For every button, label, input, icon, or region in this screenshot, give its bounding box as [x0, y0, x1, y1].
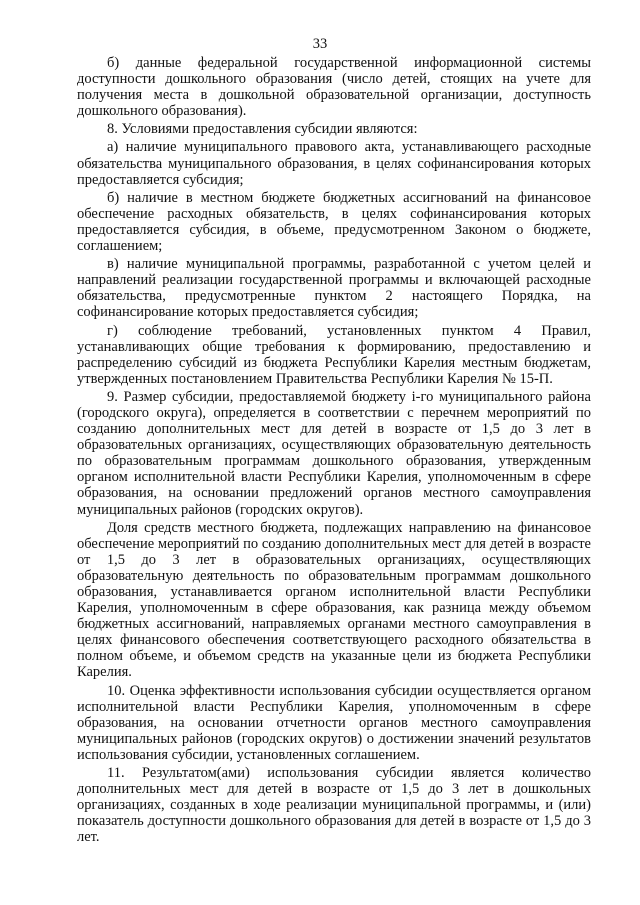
page-number: 33 [312, 36, 328, 52]
paragraph-11: 11. Результатом(ами) использования субсидии является количество дополнительных мест для детей в возрасте от 1,5 до 3 лет в дошкольных организациях, созданных в ходе реализации муниципальной программы, и (или) показатель доступности дошкольного образования для детей в возрасте от 1,5 до 3 лет. [77, 765, 591, 846]
document-body [77, 55, 591, 848]
paragraph-9-local-budget-share: Доля средств местного бюджета, подлежащих направлению на финансовое обеспечение мероприятий по созданию дополнительных мест для детей в возрасте от 1,5 до 3 лет в образовательных организациях, осуществляющих образовательную деятельность по образовательным программам дошкольного образования, устанавливается органом исполнительной власти Республики Карелия, уполномоченным в сфере образования, как разница между объемом бюджетных ассигнований, направляемых органами местного самоуправления в целях финансового обеспечения соответствующего расходного обязательства в полном объеме, и объемом средств на указанные цели из бюджета Республики Карелия. [77, 519, 591, 681]
paragraph-9: 9. Размер субсидии, предоставляемой бюджету i-го муниципального района (городского округа), определяется в соответствии с перечнем мероприятий по созданию дополнительных мест для детей в возрасте от 1,5 до 3 лет в образовательных организациях, осуществляющих образовательную деятельность по образовательным программам дошкольного образования, утвержденным органом исполнительной власти Республики Карелия, уполномоченным в сфере образования, на основании предложений органов местного самоуправления муниципальных районов (городских округов). [77, 388, 591, 518]
paragraph-10: 10. Оценка эффективности использования субсидии осуществляется органом исполнительной власти Республики Карелия, уполномоченным в сфере образования, на основании отчетности органов местного самоуправления муниципальных районов (городских округов) о достижении значений результатов использования субсидии, установленных соглашением. [77, 682, 591, 763]
paragraph-item-b-data: б) данные федеральной государственной информационной системы доступности дошкольного образования (число детей, стоящих на учете для получения места в дошкольной образовательной организации, доступность дошкольного образования). [77, 55, 591, 120]
paragraph-8a: а) наличие муниципального правового акта, устанавливающего расходные обязательства муниципального образования, в целях софинансирования которых предоставляется субсидия; [77, 139, 591, 188]
paragraph-8-heading: 8. Условиями предоставления субсидии являются: [107, 121, 418, 138]
paragraph-8g: г) соблюдение требований, установленных пунктом 4 Правил, устанавливающих общие требования к формированию, предоставлению и распределению субсидий из бюджета Республики Карелия местным бюджетам, утвержденных постановлением Правительства Республики Карелия № 15-П. [77, 322, 591, 387]
paragraph-8v: в) наличие муниципальной программы, разработанной с учетом целей и направлений реализации государственной программы и включающей расходные обязательства, предусмотренные пунктом 2 настоящего Порядка, на софинансирование которых предоставляется субсидия; [77, 256, 591, 321]
paragraph-8b: б) наличие в местном бюджете бюджетных ассигнований на финансовое обеспечение расходных обязательств, в целях софинансирования которых предоставляется субсидия, в объеме, предусмотренном Законом о бюджете, соглашением; [77, 189, 591, 255]
